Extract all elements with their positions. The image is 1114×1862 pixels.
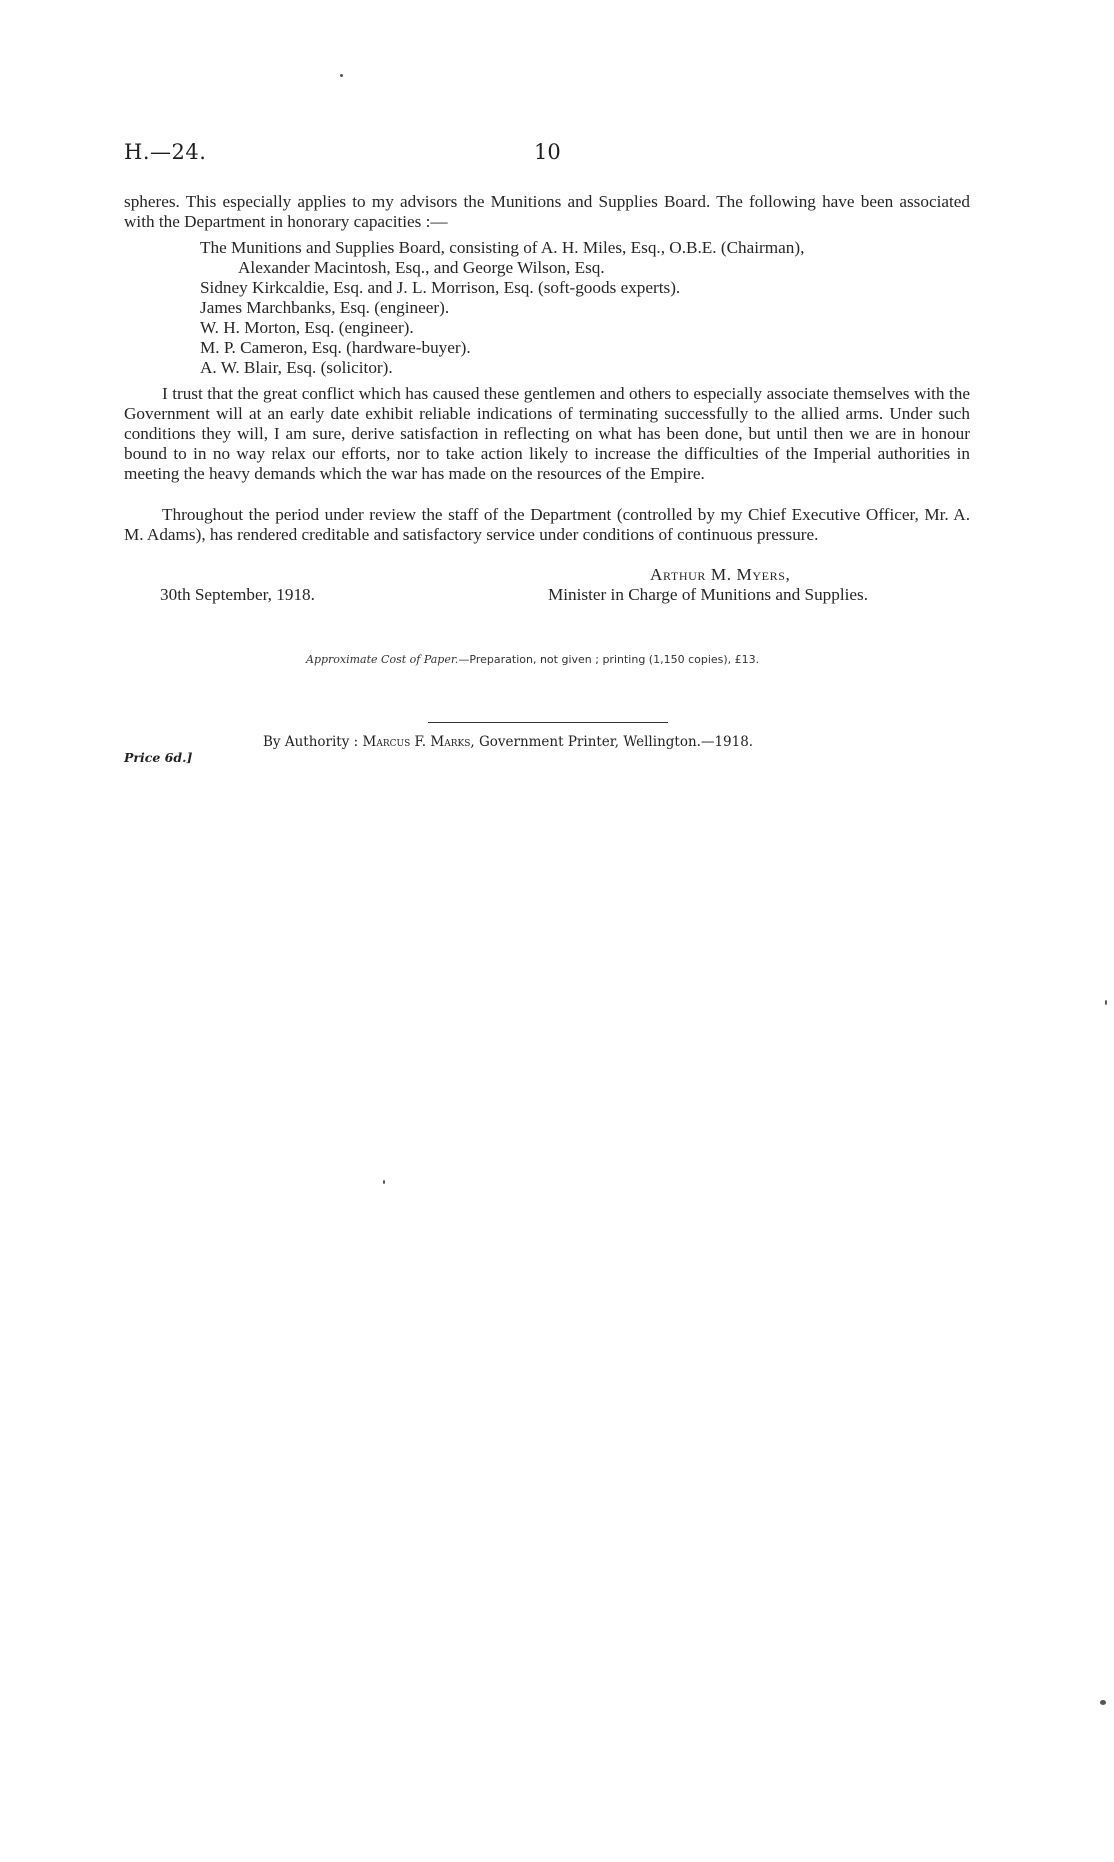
scan-speck [340,74,343,77]
imprint-prefix: By Authority : [263,734,359,750]
list-item-continuation: Alexander Macintosh, Esq., and George Wilson, Esq. [238,258,605,277]
scan-speck [383,1180,385,1184]
imprint-divider [428,722,668,723]
signatory-title: Minister in Charge of Munitions and Supplies. [548,585,869,604]
price-label: Price 6d.] [124,750,193,765]
intro-paragraph: spheres. This especially applies to my advisors the Munitions and Supplies Board. The following have been associated with the Department in honorary capacities :— [124,192,970,231]
list-item: A. W. Blair, Esq. (solicitor). [200,358,393,377]
imprint-suffix: , Government Printer, Wellington.—1918. [470,734,754,750]
list-item: M. P. Cameron, Esq. (hardware-buyer). [200,338,471,357]
list-item: W. H. Morton, Esq. (engineer). [200,318,414,337]
page-number: 10 [534,140,561,164]
staff-paragraph: Throughout the period under review the staff of the Department (controlled by my Chief Executive Officer, Mr. A. M. Adams), has rendered creditable and satisfactory service under conditions of continuous pressure. [124,505,970,544]
trust-paragraph: I trust that the great conflict which has caused these gentlemen and others to especially associate themselves with the Government will at an early date exhibit reliable indications of terminating successfully to the allied arms. Under such conditions they will, I am sure, derive satisfaction in reflecting on what has been done, but until then we are in honour bound to in no way relax our efforts, nor to take action likely to increase the difficulties of the Imperial authorities in meeting the heavy demands which the war has made on the resources of the Empire. [124,384,970,483]
list-item-line: The Munitions and Supplies Board, consisting of A. H. Miles, Esq., O.B.E. (Chairman), [200,238,805,257]
cost-note-label: Approximate Cost of Paper. [306,653,459,666]
signature-date: 30th September, 1918. [160,585,315,604]
cost-note-text: —Preparation, not given ; printing (1,150 copies), £13. [458,653,760,666]
cost-note [306,653,759,666]
honorary-list [200,238,970,378]
printer-name: Marcus F. Marks [362,734,471,750]
scan-speck [1105,1000,1107,1005]
document-id: H.—24. [124,140,207,164]
list-item: James Marchbanks, Esq. (engineer). [200,298,450,317]
printer-imprint [263,734,753,750]
list-item [200,238,970,278]
list-item: Sidney Kirkcaldie, Esq. and J. L. Morrison, Esq. (soft-goods experts). [200,278,681,297]
signatory-name: Arthur M. Myers, [650,565,791,584]
scan-speck [1100,1700,1106,1705]
